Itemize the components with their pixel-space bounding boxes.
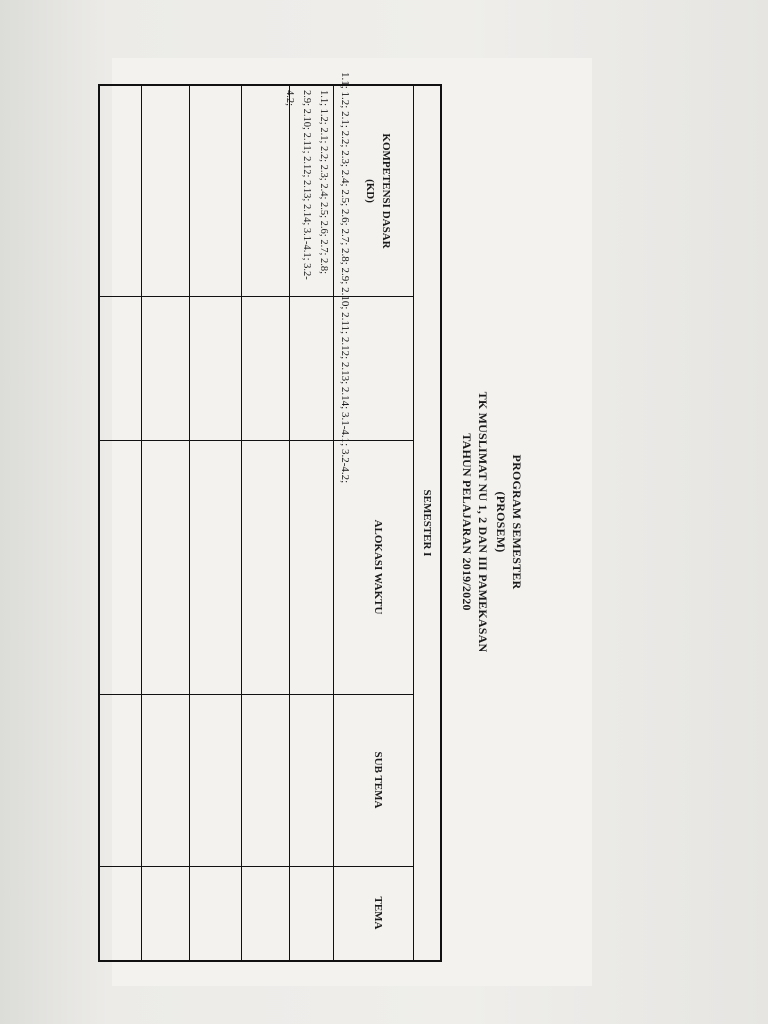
table-rows <box>98 84 442 962</box>
header-kd-line1: KOMPETENSI DASAR <box>380 133 392 249</box>
title-line-1: PROGRAM SEMESTER <box>510 454 524 590</box>
title-block <box>452 58 602 986</box>
title-line-2: (PROSEM) <box>494 491 508 553</box>
row-diri-sendiri <box>308 72 354 992</box>
kd-cell-row1-a: 1.1; 1.2; 2.1; 2.2; 2.3; 2.4; 2.5; 2.6; 2.7; 2.8; 2.9; 2.10; 2.11; 2.12; 2.13; 2.14; 3.1-4.1; 3.2-4.2; <box>339 72 351 484</box>
header-alokasi: ALOKASI WAKTU <box>372 519 384 615</box>
header-tema: TEMA <box>372 896 384 930</box>
title-line-4: TAHUN PELAJARAN 2019/2020 <box>460 433 474 611</box>
header-kd-line2: (KD) <box>364 179 376 203</box>
header-sub-tema: SUB TEMA <box>372 751 384 809</box>
title-line-3: TK MUSLIMAT NU 1, 2 DAN III PAMEKASAN <box>476 391 490 653</box>
semester-heading: SEMESTER I <box>421 489 433 557</box>
kd-row-1-a: 1.1; 1.2; 2.1; 2.2; 2.3; 2.4; 2.5; 2.6; 2.7; 2.8; 2.9; 2.10; 2.11; 2.12; 2.13; 2.14; 3.1-4.1; 3.2-4.2; <box>284 90 329 280</box>
